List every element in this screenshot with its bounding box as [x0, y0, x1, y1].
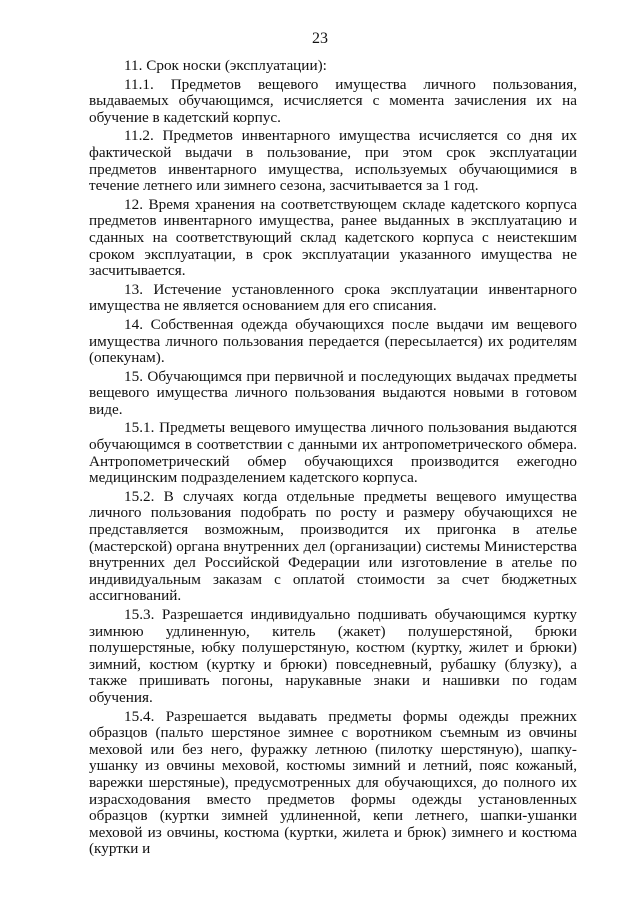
paragraph-14: 14. Собственная одежда обучающихся после выдачи им вещевого имущества личного пользования передается (пересылается) их родителям (опекунам). — [89, 315, 577, 367]
page-number: 23 — [312, 30, 328, 47]
paragraph-11: 11. Срок носки (эксплуатации): — [124, 57, 327, 74]
paragraph-13: 13. Истечение установленного срока эксплуатации инвентарного имущества не является основанием для его списания. — [89, 280, 577, 315]
paragraph-15-4: 15.4. Разрешается выдавать предметы формы одежды прежних образцов (пальто шерстяное зимнее с воротником съемным из овчины меховой или без него, фуражку летнюю (пилотку шерстяную), шапку-ушанку из овчины меховой, костюмы зимний и летний, пояс кожаный, варежки шерстяные), предусмотренных для обучающихся, до полного их израсходования вместо предметов формы одежды установленных образцов (куртки зимней удлиненной, кепи летнего, шапки-ушанки меховой из овчины, костюма (куртки, жилета и брюк) зимнего и костюма (куртки и — [89, 707, 577, 858]
document-body — [89, 58, 577, 858]
paragraph-11-1: 11.1. Предметов вещевого имущества личного пользования, выдаваемых обучающимся, исчисляется с момента зачисления их на обучение в кадетский корпус. — [89, 75, 577, 126]
paragraph-15: 15. Обучающимся при первичной и последующих выдачах предметы вещевого имущества личного пользования выдаются новыми в готовом виде. — [89, 367, 577, 418]
paragraph-12: 12. Время хранения на соответствующем складе кадетского корпуса предметов инвентарного имущества, ранее выданных в эксплуатацию и сданных на соответствующий склад кадетского корпуса с неистекшим сроком эксплуатации, в срок эксплуатации указанного имущества не засчитывается. — [89, 195, 577, 280]
paragraph-15-1: 15.1. Предметы вещевого имущества личного пользования выдаются обучающимся в соответствии с данными их антропометрического обмера. Антропометрический обмер обучающихся производится ежегодно медицинским подразделением кадетского корпуса. — [89, 419, 577, 487]
paragraph-15-2: 15.2. В случаях когда отдельные предметы вещевого имущества личного пользования подобрать по росту и размеру обучающихся не представляется возможным, производится их пригонка в ателье (мастерской) органа внутренних дел (организации) системы Министерства внутренних дел Российской Федерации или изготовление в ателье по индивидуальным заказам с оплатой стоимости за счет бюджетных ассигнований. — [89, 487, 577, 605]
paragraph-11-2: 11.2. Предметов инвентарного имущества исчисляется со дня их фактической выдачи в пользование, при этом срок эксплуатации предметов инвентарного имущества, используемых обучающимися в течение летнего или зимнего сезона, засчитывается за 1 год. — [89, 127, 577, 195]
paragraph-15-3: 15.3. Разрешается индивидуально подшивать обучающимся куртку зимнюю удлиненную, китель (жакет) полушерстяной, брюки полушерстяные, юбку полушерстяную, костюм (куртку, жилет и брюки) зимний, костюм (куртку и брюки) повседневный, рубашку (блузку), а также пришивать погоны, нарукавные знаки и нашивки по годам обучения. — [89, 606, 577, 706]
